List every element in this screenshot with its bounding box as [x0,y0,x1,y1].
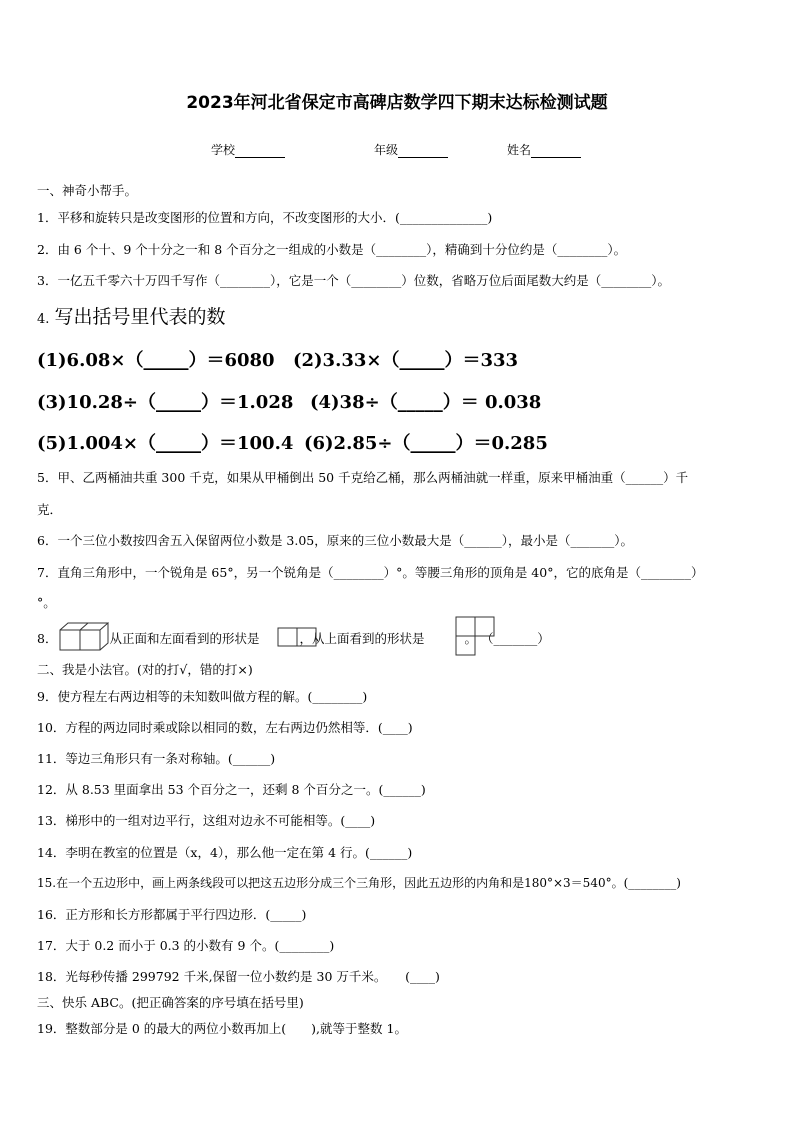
question-4-item-4: (4)38÷（_____）＝ 0.038 [310,392,542,413]
grade-field [374,141,448,158]
school-label: 学校 [211,143,236,157]
question-18: 18．光每秒传播 299792 千米,保留一位小数约是 30 万千米。 (____) [37,969,440,984]
question-1: 1．平移和旋转只是改变图形的位置和方向，不改变图形的大小．(______________) [37,210,493,225]
question-4-item-5: (5)1.004×（_____）＝100.4 [37,433,294,454]
question-5-continued: 克． [37,502,63,517]
grade-blank[interactable] [398,144,448,158]
question-4-item-3: (3)10.28÷（_____）＝1.028 [37,392,294,413]
question-4-item-1: (1)6.08×（_____）＝6080 [37,350,275,371]
question-6: 6．一个三位小数按四舍五入保留两位小数是 3.05，原来的三位小数最大是（______），最小是（_______）。 [37,533,634,548]
front-left-view-figure [277,627,319,647]
question-9: 9．使方程左右两边相等的未知数叫做方程的解。(________) [37,689,368,704]
question-12: 12．从 8.53 里面拿出 53 个百分之一，还剩 8 个百分之一。(______) [37,782,426,797]
question-8-text-b: ，从上面看到的形状是 [299,631,425,646]
cube-solid-figure [59,621,109,653]
question-4-item-2: (2)3.33×（_____）＝333 [293,350,519,371]
grade-label: 年级 [374,143,399,157]
name-field [507,141,581,158]
question-10: 10．方程的两边同时乘或除以相同的数，左右两边仍然相等．(____) [37,720,413,735]
question-8-number: 8． [37,631,58,646]
question-17: 17．大于 0.2 而小于 0.3 的小数有 9 个。(________) [37,938,335,953]
question-3: 3．一亿五千零六十万四千写作（________），它是一个（________）位数，省略万位后面尾数大约是（________）。 [37,273,670,288]
question-8-text-a: 从正面和左面看到的形状是 [109,631,260,646]
section-2-heading: 二、我是小法官。(对的打√，错的打×) [37,662,253,677]
question-7: 7．直角三角形中，一个锐角是 65°，另一个锐角是（________）°。等腰三角形的顶角是 40°，它的底角是（________） [37,565,704,580]
question-5: 5．甲、乙两桶油共重 300 千克，如果从甲桶倒出 50 千克给乙桶，那么两桶油就一样重，原来甲桶油重（______）千 [37,470,689,485]
question-4-number: 4. [37,312,50,327]
question-15: 15.在一个五边形中，画上两条线段可以把这五边形分成三个三角形，因此五边形的内角和是180°×3＝540°。(________) [37,876,681,890]
question-8-text-c: 。 （_______） [464,631,550,646]
question-16: 16．正方形和长方形都属于平行四边形．(_____) [37,907,307,922]
question-11: 11．等边三角形只有一条对称轴。(______) [37,751,276,766]
question-4-heading [37,302,226,329]
school-field [211,141,285,158]
top-view-figure [455,616,497,656]
question-7-continued: °。 [37,595,56,610]
question-13: 13．梯形中的一组对边平行，这组对边永不可能相等。(____) [37,813,376,828]
school-blank[interactable] [235,144,285,158]
question-4-item-6: (6)2.85÷（_____）＝0.285 [304,433,548,454]
name-blank[interactable] [531,144,581,158]
section-3-heading: 三、快乐 ABC。(把正确答案的序号填在括号里) [37,995,304,1010]
page-title: 2023年河北省保定市高碑店数学四下期末达标检测试题 [186,93,608,113]
name-label: 姓名 [507,143,532,157]
question-19: 19．整数部分是 0 的最大的两位小数再加上( ),就等于整数 1。 [37,1021,407,1036]
section-1-heading: 一、神奇小帮手。 [37,183,138,198]
question-4-text: 写出括号里代表的数 [54,306,226,328]
question-14: 14．李明在教室的位置是（x，4），那么他一定在第 4 行。(______) [37,845,413,860]
question-2: 2．由 6 个十、9 个十分之一和 8 个百分之一组成的小数是（________），精确到十分位约是（________）。 [37,242,627,257]
